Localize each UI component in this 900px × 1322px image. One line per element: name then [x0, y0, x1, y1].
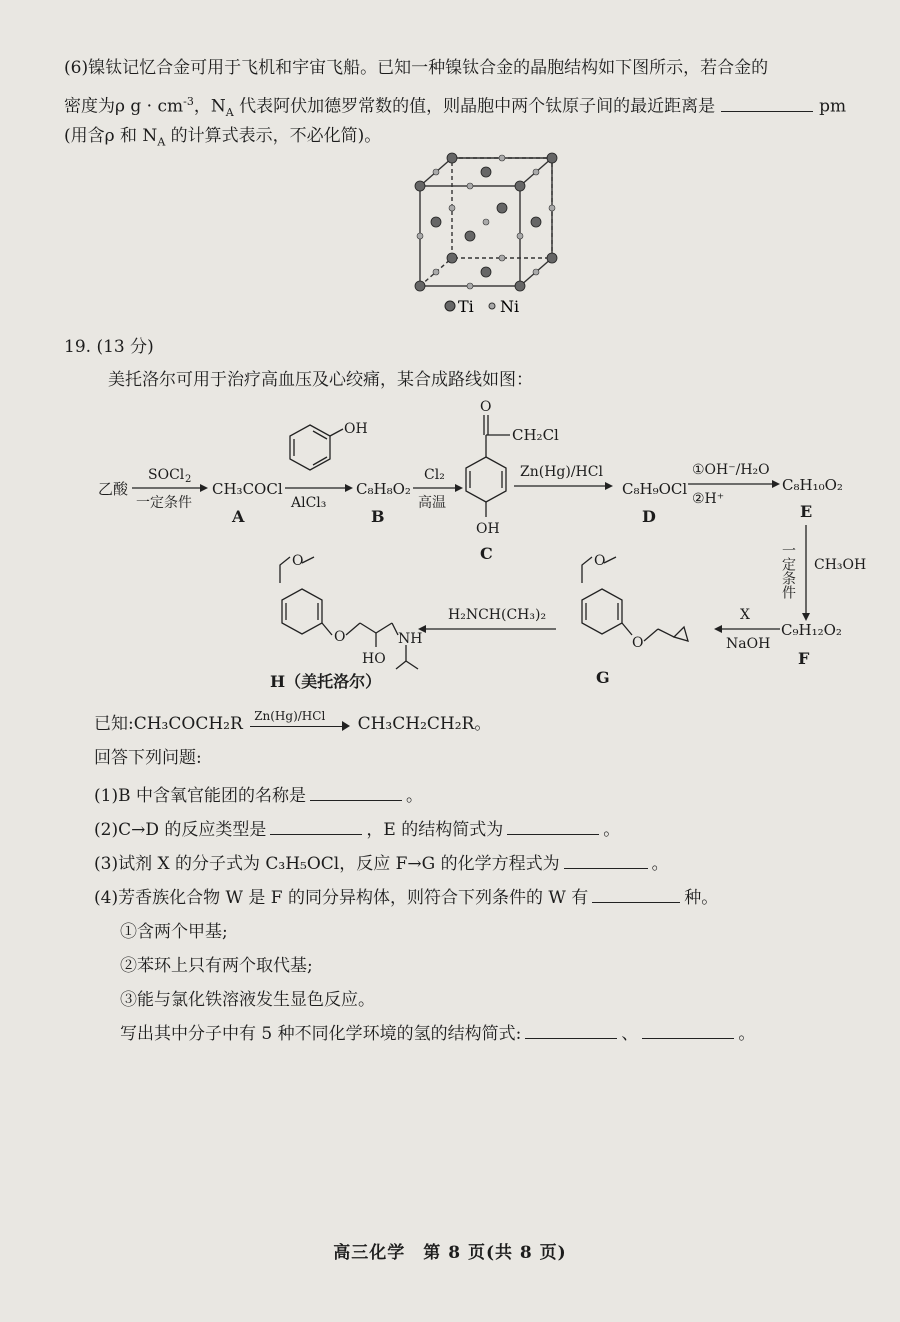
q18-6-line2: 密度为ρ $g \cdot cm^{-3}$，$N_A$ 代表阿伏加德罗常数的值，则晶胞中两个钛原子间的最近距离是 pm [64, 95, 847, 120]
arrow-6 [802, 525, 810, 621]
svg-text:Zn(Hg)/HCl: Zn(Hg)/HCl [520, 464, 603, 480]
q18-6-line3: (用含ρ 和 $N_A$ 的计算式表示，不必化简)。 [64, 126, 382, 149]
answer-blank[interactable] [564, 852, 648, 869]
svg-text:HO: HO [362, 651, 386, 667]
answer-blank[interactable] [642, 1022, 734, 1039]
page-footer: 高三化学 第 8 页(共 8 页) [333, 1243, 567, 1263]
synthesis-scheme [0, 395, 900, 695]
answer-blank[interactable] [525, 1022, 617, 1039]
condition-1: ①含两个甲基; [120, 922, 228, 942]
svg-text:O: O [292, 553, 304, 569]
ni-legend-icon [489, 303, 495, 309]
q19-intro: 美托洛尔可用于治疗高血压及心绞痛，某合成路线如图： [108, 370, 533, 390]
svg-text:CH₂Cl: CH₂Cl [512, 426, 559, 444]
svg-text:Cl₂: Cl₂ [424, 467, 445, 483]
final-prompt: 写出其中分子中有 5 种不同化学环境的氢的结构简式: 、 。 [120, 1024, 756, 1044]
compound-c-structure [466, 415, 510, 517]
condition-3: ③能与氯化铁溶液发生显色反应。 [120, 990, 375, 1010]
svg-text:X: X [740, 607, 750, 623]
compound-g-structure [582, 557, 688, 641]
svg-text:2: 2 [185, 474, 192, 485]
svg-text:一定条件: 一定条件 [780, 543, 796, 599]
compound-f: C₉H₁₂O₂ [781, 621, 842, 639]
start-acetic-acid: 乙酸 [98, 480, 129, 498]
known-arrow: Zn(Hg)/HCl [248, 716, 352, 734]
compound-h-structure [280, 557, 418, 669]
svg-text:H₂NCH(CH₃)₂: H₂NCH(CH₃)₂ [448, 607, 547, 623]
svg-text:B: B [371, 507, 385, 526]
arrow-8 [418, 625, 556, 633]
compound-a: CH₃COCl [212, 480, 283, 498]
arrow-7 [714, 625, 780, 633]
svg-text:D: D [642, 507, 656, 526]
svg-text:A: A [232, 507, 245, 526]
compound-e: C₈H₁₀O₂ [782, 476, 843, 494]
answer-blank[interactable] [592, 886, 680, 903]
answer-intro: 回答下列问题: [94, 748, 202, 768]
svg-text:CH₃OH: CH₃OH [814, 557, 867, 573]
svg-text:②H⁺: ②H⁺ [692, 491, 725, 507]
arrow-5 [688, 480, 780, 488]
ti-legend: Ti [458, 297, 474, 316]
q19-header: 19. (13 分) [64, 337, 154, 357]
part-4: (4)芳香族化合物 W 是 F 的同分异构体，则符合下列条件的 W 有 种。 [94, 888, 719, 908]
svg-text:AlCl₃: AlCl₃ [291, 495, 327, 511]
part-2: (2)C→D 的反应类型是 ，E 的结构简式为 。 [94, 820, 621, 840]
unit-cell-figure [400, 150, 580, 320]
condition-2: ②苯环上只有两个取代基; [120, 956, 313, 976]
svg-text:G: G [596, 668, 610, 687]
svg-text:O: O [480, 399, 492, 415]
ti-legend-icon [445, 301, 455, 311]
compound-d: C₈H₉OCl [622, 480, 688, 498]
arrow-2 [285, 484, 353, 492]
phenol-structure [290, 425, 343, 470]
answer-blank[interactable] [721, 95, 813, 112]
arrow-1 [132, 484, 208, 492]
svg-text:C: C [480, 544, 493, 563]
svg-text:E: E [800, 502, 813, 521]
svg-text:OH: OH [476, 521, 500, 537]
compound-b: C₈H₈O₂ [356, 480, 411, 498]
svg-text:高温: 高温 [418, 495, 446, 511]
svg-text:O: O [334, 629, 346, 645]
part-1: (1)B 中含氧官能团的名称是 。 [94, 786, 423, 806]
arrow-4 [514, 482, 613, 490]
svg-text:F: F [798, 649, 810, 668]
q18-6-line1: (6)镍钛记忆合金可用于飞机和宇宙飞船。已知一种镍钛合金的晶胞结构如下图所示，若合金的 [64, 58, 769, 78]
known-reaction: 已知:CH₃COCH₂R Zn(Hg)/HCl CH₃CH₂CH₂R。 [94, 708, 492, 734]
svg-text:①OH⁻/H₂O: ①OH⁻/H₂O [692, 462, 770, 478]
arrow-3 [413, 484, 463, 492]
svg-text:SOCl: SOCl [148, 467, 185, 483]
svg-text:NH: NH [398, 631, 423, 647]
svg-text:H（美托洛尔）: H（美托洛尔） [270, 672, 382, 691]
answer-blank[interactable] [507, 818, 599, 835]
svg-text:OH: OH [344, 421, 368, 437]
ni-legend: Ni [500, 297, 520, 316]
svg-text:O: O [632, 635, 644, 651]
part-3: (3)试剂 X 的分子式为 C₃H₅OCl，反应 F→G 的化学方程式为 。 [94, 854, 669, 874]
svg-text:NaOH: NaOH [726, 636, 771, 652]
svg-text:一定条件: 一定条件 [136, 495, 192, 511]
answer-blank[interactable] [270, 818, 362, 835]
answer-blank[interactable] [310, 784, 402, 801]
svg-text:O: O [594, 553, 606, 569]
